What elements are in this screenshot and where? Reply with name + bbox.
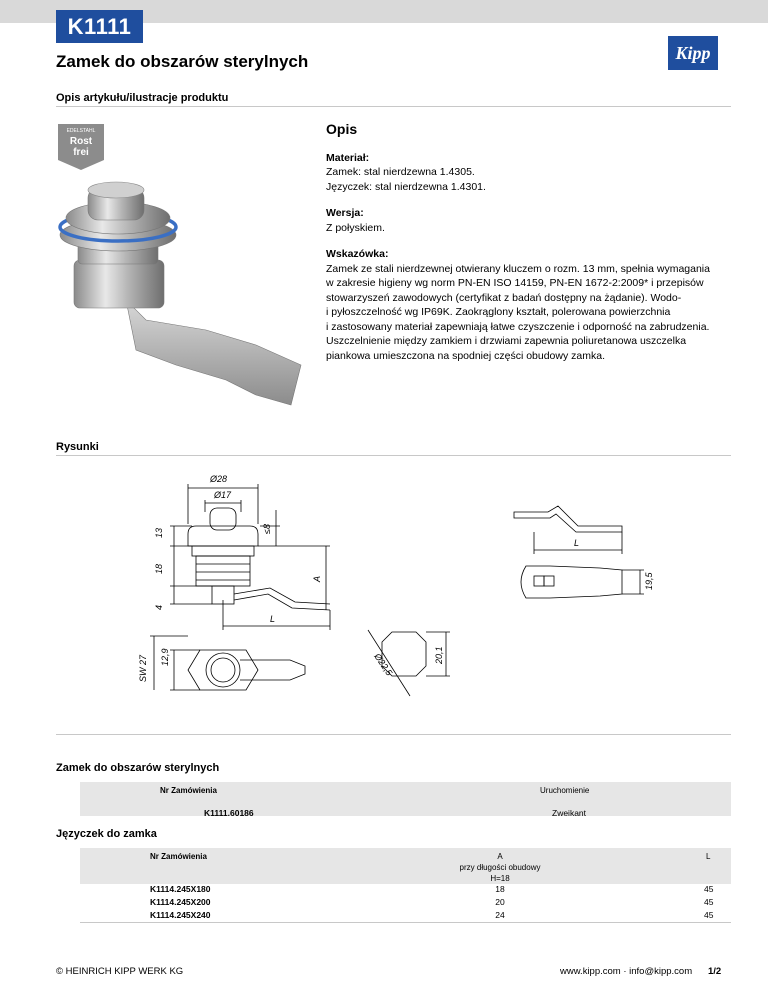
svg-text:Ø28: Ø28 bbox=[210, 474, 228, 484]
table2-title: Języczek do zamka bbox=[56, 828, 157, 840]
page-number: 1/2 bbox=[708, 966, 722, 977]
table2-header-a-h: H=18 bbox=[490, 874, 510, 883]
svg-text:Rost: Rost bbox=[69, 136, 93, 147]
svg-text:Kipp: Kipp bbox=[675, 43, 711, 63]
table2-cell: 24 bbox=[495, 910, 505, 920]
material-label: Materiał: bbox=[326, 151, 370, 164]
table1-title: Zamek do obszarów sterylnych bbox=[56, 762, 220, 774]
table2-cell: 45 bbox=[704, 910, 714, 920]
divider bbox=[56, 106, 731, 107]
table1-cell: K1111.60186 bbox=[204, 808, 254, 818]
svg-text:19,5: 19,5 bbox=[644, 572, 654, 590]
svg-text:20,1: 20,1 bbox=[434, 646, 444, 664]
table2-cell: K1114.245X180 bbox=[150, 884, 211, 894]
version-label: Wersja: bbox=[326, 207, 364, 219]
table2-cell: 45 bbox=[704, 884, 714, 894]
product-photo bbox=[56, 180, 306, 430]
divider bbox=[80, 922, 731, 923]
table2-header-a: A bbox=[497, 852, 503, 861]
description bbox=[326, 122, 736, 375]
note-line: w zakresie higieny wg norm PN-EN ISO 14159, PN-EN 1672-2:2009* i przepisów bbox=[326, 277, 704, 289]
svg-text:12,9: 12,9 bbox=[160, 648, 170, 666]
table2-cell: 20 bbox=[495, 897, 505, 907]
description-heading: Opis bbox=[326, 121, 358, 137]
divider bbox=[56, 455, 731, 456]
note-label: Wskazówka: bbox=[326, 248, 389, 260]
divider bbox=[56, 734, 731, 735]
svg-text:A: A bbox=[312, 575, 322, 582]
note-line: Uszczelnienie między zamkiem i drzwiami zapewnia poliuretanowa uszczelka bbox=[326, 335, 687, 347]
svg-text:≤8: ≤8 bbox=[262, 524, 272, 534]
footer-company: © HEINRICH KIPP WERK KG bbox=[56, 966, 184, 977]
svg-text:Ø17: Ø17 bbox=[214, 490, 232, 500]
note-line: Zamek ze stali nierdzewnej otwierany kluczem o rozm. 13 mm, spełnia wymagania bbox=[326, 262, 710, 275]
table2-cell: 45 bbox=[704, 897, 714, 907]
note-line: i zastosowany materiał zapewniają łatwe czyszczenie i odporność na zabrudzenia. bbox=[326, 320, 710, 333]
svg-text:13: 13 bbox=[154, 527, 164, 538]
svg-text:Ø22,5: Ø22,5 bbox=[372, 651, 395, 678]
rostfrei-badge bbox=[56, 122, 106, 172]
svg-text:SW 27: SW 27 bbox=[138, 654, 148, 682]
svg-text:L: L bbox=[574, 538, 580, 548]
note-line: stowarzyszeń zawodowych (certyfikat z badań dostępny na żądanie). Wodo- bbox=[326, 291, 682, 304]
material-line: Zamek: stal nierdzewna 1.4305. bbox=[326, 166, 475, 178]
section-heading-product: Opis artykułu/ilustracje produktu bbox=[56, 92, 229, 104]
table2-header-order-no: Nr Zamówienia bbox=[150, 852, 207, 861]
page-title: Zamek do obszarów sterylnych bbox=[56, 52, 309, 71]
table2-cell: K1114.245X240 bbox=[150, 910, 211, 920]
svg-text:EDELSTAHL: EDELSTAHL bbox=[66, 128, 96, 134]
svg-text:18: 18 bbox=[154, 563, 164, 574]
svg-text:frei: frei bbox=[73, 147, 89, 158]
table2-cell: 18 bbox=[495, 884, 505, 894]
table1-header-actuation: Uruchomienie bbox=[540, 786, 590, 795]
note-line: i pyłoszczelność wg IP69K. Zaokrąglony kształt, polerowana powierzchnia bbox=[326, 306, 671, 318]
version-text: Z połyskiem. bbox=[326, 221, 385, 234]
footer-contact[interactable]: www.kipp.com · info@kipp.com bbox=[560, 966, 693, 977]
kipp-logo bbox=[668, 36, 718, 70]
table2-cell: K1114.245X200 bbox=[150, 897, 211, 907]
section-heading-drawings: Rysunki bbox=[56, 441, 99, 453]
table2-header-l: L bbox=[706, 852, 711, 861]
note-line: piankowa umieszczona na spodniej części obudowy zamka. bbox=[326, 349, 605, 362]
table1-header-order-no: Nr Zamówienia bbox=[160, 786, 217, 795]
technical-drawing bbox=[130, 470, 670, 710]
table2-header-a-sub: przy długości obudowy bbox=[459, 863, 541, 872]
svg-text:L: L bbox=[270, 614, 276, 624]
material-line: Języczek: stal nierdzewna 1.4301. bbox=[326, 180, 486, 193]
product-code-badge: K1111 bbox=[56, 10, 143, 43]
table1-cell: Zweikant bbox=[552, 808, 587, 818]
svg-text:4: 4 bbox=[154, 604, 164, 610]
